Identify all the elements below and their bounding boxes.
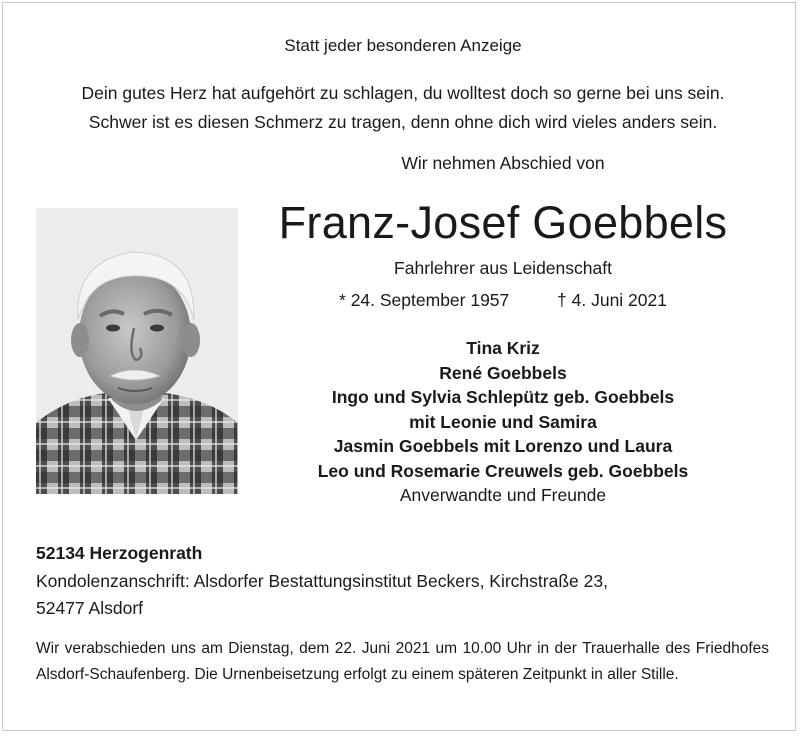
notice-header: Statt jeder besonderen Anzeige — [284, 36, 522, 55]
poem — [3, 79, 796, 137]
poem-line-2: Schwer ist es diesen Schmerz zu tragen, denn ohne dich wird vieles anders sein. — [88, 112, 718, 132]
life-dates — [293, 290, 713, 311]
city-line: 52134 Herzogenrath — [36, 543, 203, 563]
mourner: René Goebbels — [439, 362, 567, 383]
mourner: Ingo und Sylvia Schlepütz geb. Goebbels — [331, 387, 675, 407]
obituary-notice — [2, 2, 796, 731]
mourner: Tina Kriz — [466, 338, 540, 358]
mourners-list — [253, 336, 753, 508]
condolence-address — [36, 568, 736, 622]
mourner: Leo und Rosemarie Creuwels geb. Goebbels — [317, 460, 689, 481]
birth-date: * 24. September 1957 — [339, 290, 510, 310]
condolence-address-line-1: Kondolenzanschrift: Alsdorfer Bestattungsinstitut Beckers, Kirchstraße 23, — [36, 571, 608, 591]
deceased-name: Franz-Josef Goebbels — [278, 197, 728, 248]
deceased-occupation: Fahrlehrer aus Leidenschaft — [394, 258, 612, 278]
condolence-address-line-2: 52477 Alsdorf — [36, 598, 144, 618]
death-date: † 4. Juni 2021 — [557, 290, 667, 310]
farewell-intro: Wir nehmen Abschied von — [401, 153, 605, 173]
mourner: mit Leonie und Samira — [409, 411, 597, 432]
portrait-photo — [36, 208, 238, 494]
relatives-and-friends: Anverwandte und Freunde — [399, 485, 607, 505]
poem-line-1: Dein gutes Herz hat aufgehört zu schlagen, du wolltest doch so gerne bei uns sein. — [81, 83, 725, 103]
service-details: Wir verabschieden uns am Dienstag, dem 22. Juni 2021 um 10.00 Uhr in der Trauerhalle des Friedhofes Alsdorf-Schaufenberg. Die Urnenbeisetzung erfolgt zu einem späteren Zeitpunkt in aller Stille. — [36, 640, 769, 683]
mourner: Jasmin Goebbels mit Lorenzo und Laura — [333, 436, 673, 456]
